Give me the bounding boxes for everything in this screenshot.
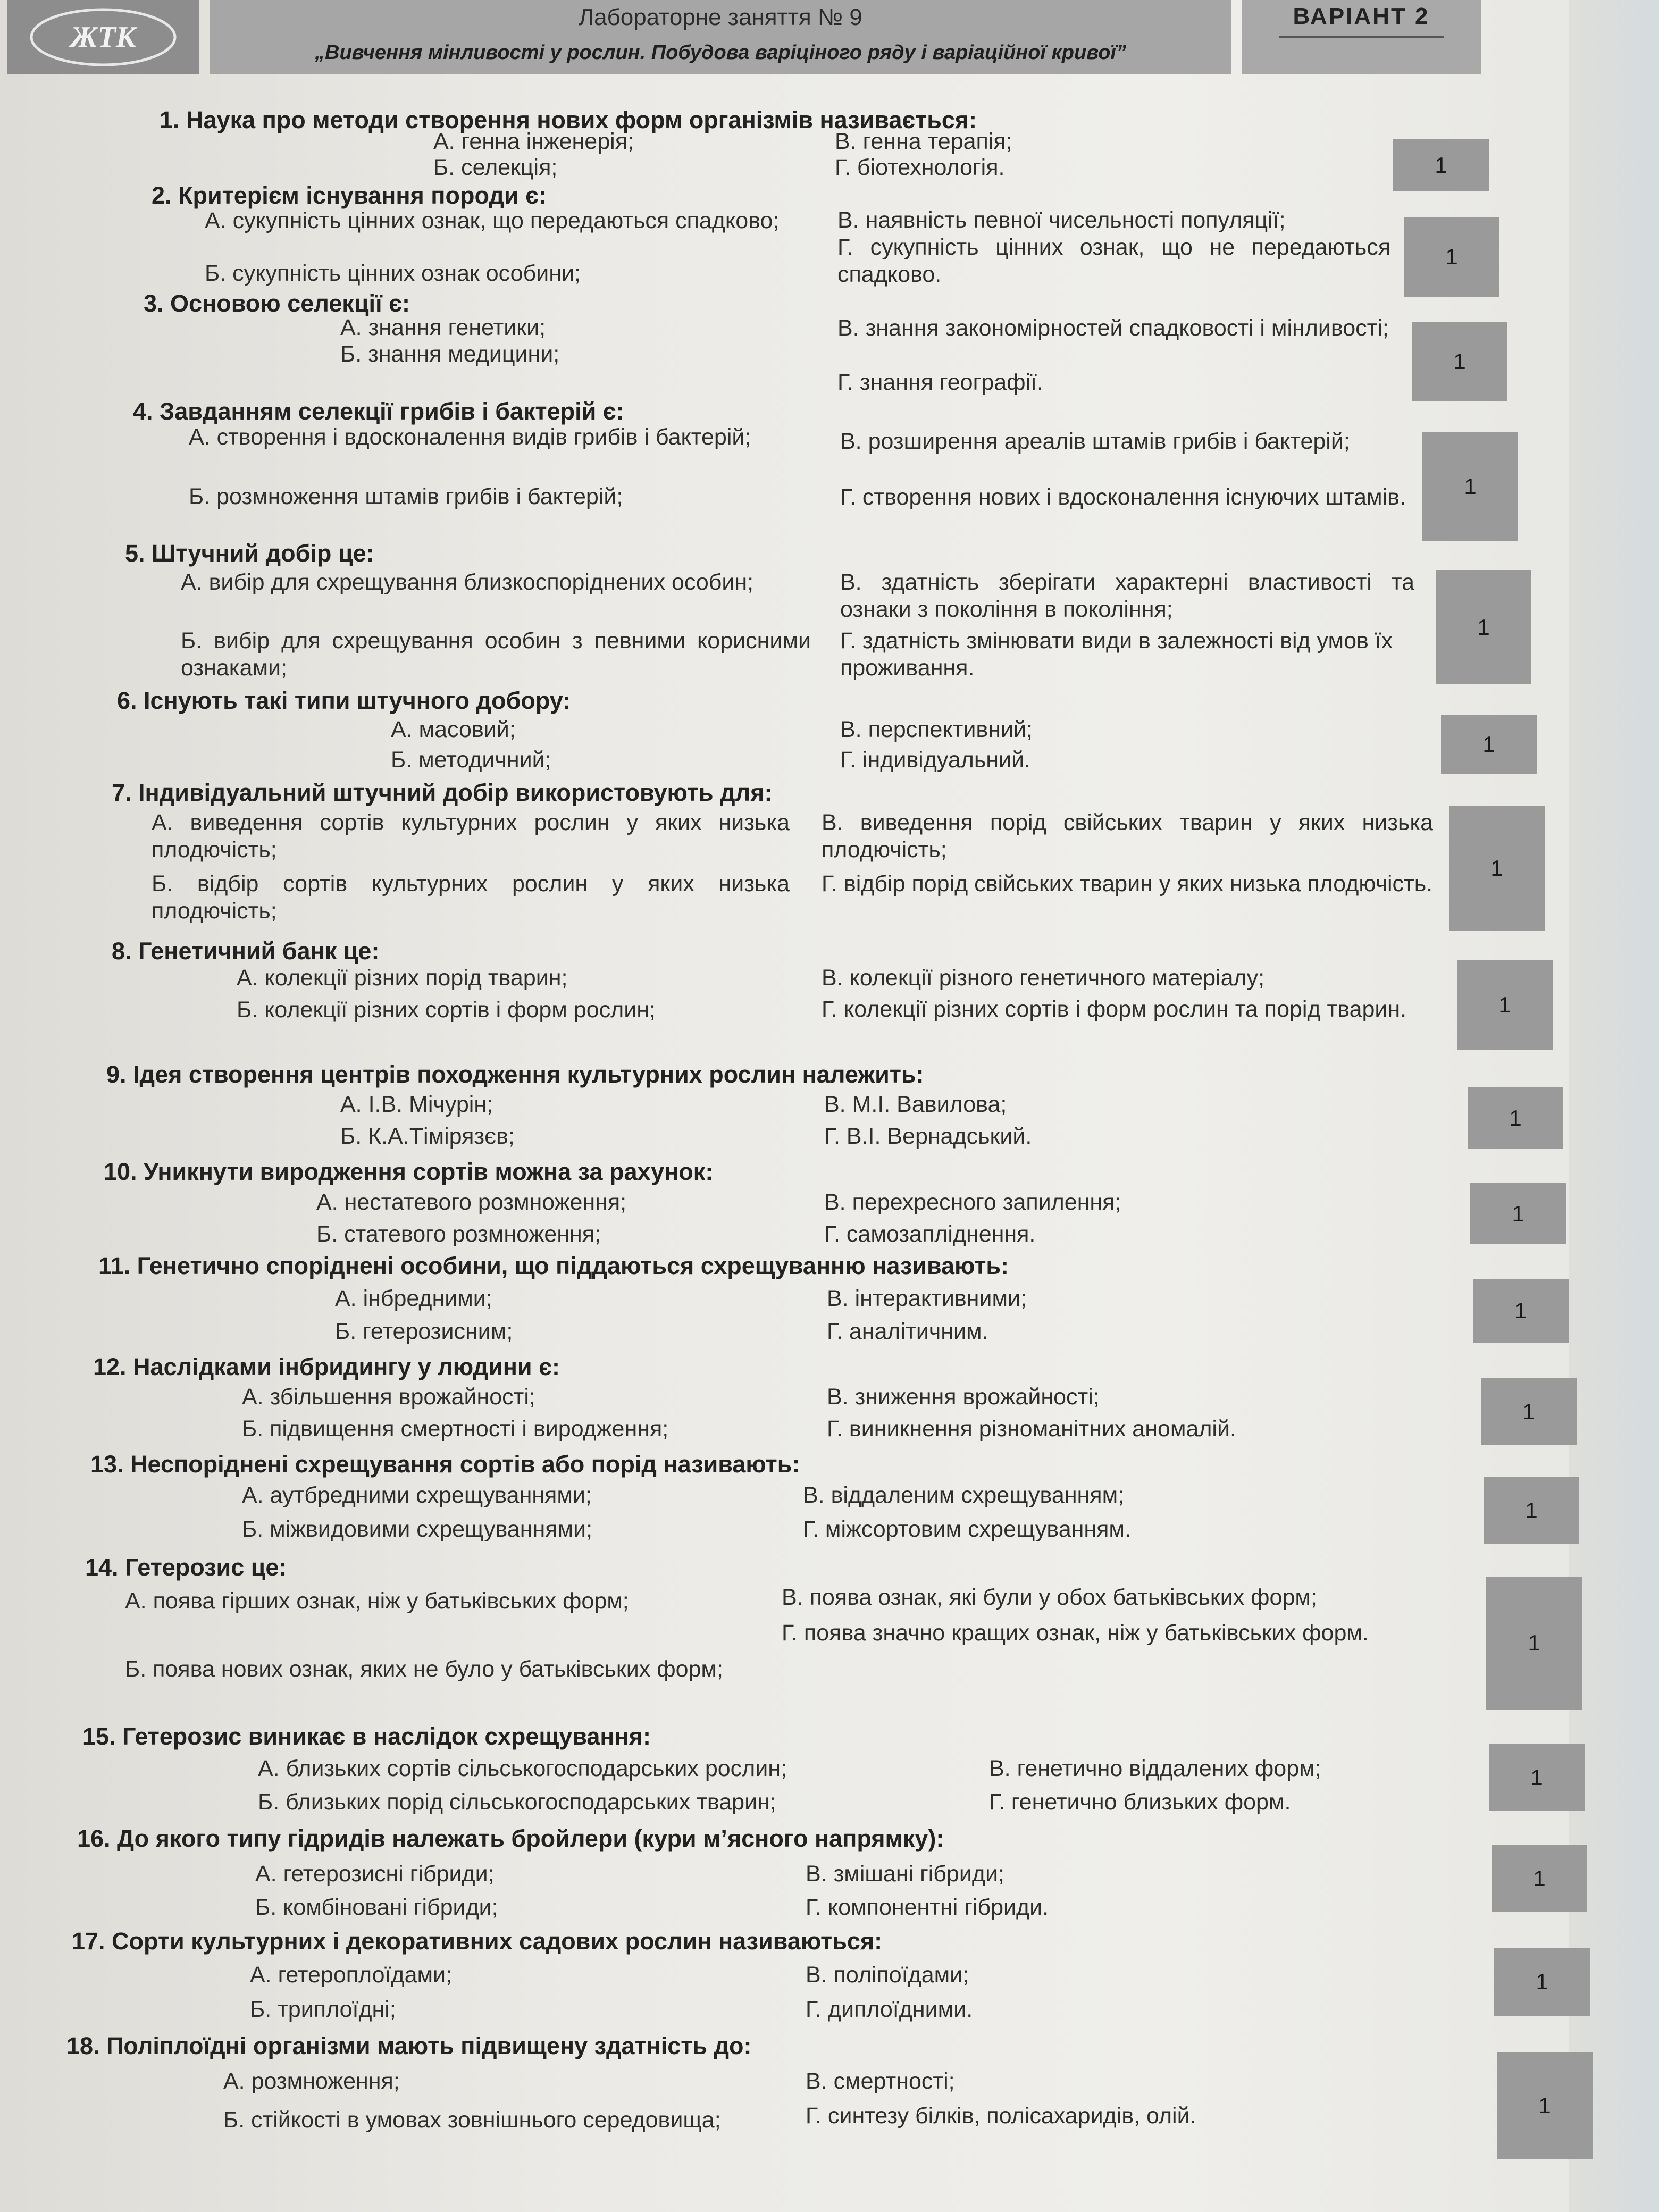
score-box-6 (1441, 715, 1537, 774)
question-13: 13. Неспоріднені схрещування сортів або порід називають: (90, 1451, 800, 1478)
q15-option-v: В. генетично віддалених форм; (989, 1756, 1321, 1781)
score-box-12 (1481, 1378, 1577, 1445)
q13-option-a: А. аутбредними схрещуваннями; (242, 1482, 592, 1508)
q17-option-g: Г. диплоїдними. (806, 1997, 973, 2022)
q7-option-v: В. виведення порід свійських тварин у яких низька плодючість; (822, 810, 1433, 862)
score-box-13 (1484, 1477, 1579, 1544)
q9-option-a: А. І.В. Мічурін; (340, 1092, 493, 1117)
q4-option-v: В. розширення ареалів штамів грибів і бактерій; (840, 429, 1350, 454)
q3-option-v: В. знання закономірностей спадковості і мінливості; (837, 315, 1389, 341)
question-7: 7. Індивідуальний штучний добір використовують для: (112, 779, 773, 806)
page-subtitle: „Вивчення мінливості у рослин. Побудова варіціного ряду і варіаційної кривої” (315, 41, 1126, 64)
q4-option-a: А. створення і вдосконалення видів грибів і бактерій; (189, 424, 751, 450)
q10-option-v: В. перехресного запилення; (824, 1189, 1121, 1215)
logo-emblem-icon (23, 5, 183, 69)
q2-option-v: В. наявність певної чисельності популяції; (837, 207, 1286, 233)
q6-option-a: А. масовий; (391, 717, 516, 742)
q17-option-b: Б. триплоїдні; (250, 1997, 396, 2022)
q6-option-b: Б. методичний; (391, 747, 551, 773)
q11-option-b: Б. гетерозисним; (335, 1319, 513, 1344)
q9-option-b: Б. К.А.Тімірязєв; (340, 1124, 515, 1149)
score-box-9 (1468, 1087, 1563, 1149)
q3-option-a: А. знання генетики; (340, 315, 546, 340)
q6-option-g: Г. індивідуальний. (840, 747, 1030, 773)
question-1: 1. Наука про методи створення нових форм організмів називається: (160, 106, 977, 133)
score-value: 1 (1498, 992, 1511, 1017)
variant-underline (1279, 36, 1444, 38)
score-box-7 (1449, 806, 1545, 931)
q2-option-b: Б. сукупність цінних ознак особини; (205, 261, 581, 286)
q1-option-g: Г. біотехнологія. (835, 155, 1005, 180)
q5-option-v: В. здатність зберігати характерні властивості та ознаки з покоління в покоління; (840, 569, 1414, 622)
q1-option-b: Б. селекція; (433, 155, 558, 180)
q11-option-g: Г. аналітичним. (827, 1319, 988, 1344)
q18-option-a: А. розмноження; (223, 2068, 400, 2094)
college-logo (7, 0, 199, 74)
q10-option-a: А. нестатевого розмноження; (316, 1189, 627, 1215)
q12-option-v: В. зниження врожайності; (827, 1384, 1100, 1410)
score-value: 1 (1512, 1201, 1524, 1226)
score-value: 1 (1445, 244, 1458, 269)
question-4: 4. Завданням селекції грибів і бактерій є: (133, 398, 624, 425)
q14-option-b: Б. поява нових ознак, яких не було у батьківських форм; (125, 1656, 723, 1682)
q16-option-a: А. гетерозисні гібриди; (255, 1861, 495, 1887)
question-6: 6. Існують такі типи штучного добору: (117, 687, 571, 714)
q8-option-a: А. колекції різних порід тварин; (237, 965, 568, 991)
score-value: 1 (1477, 614, 1490, 640)
variant-box (1242, 0, 1481, 74)
question-14: 14. Гетерозис це: (85, 1554, 287, 1581)
logo-text: ЖТК (70, 21, 136, 54)
q5-option-b: Б. вибір для схрещування особин з певними корисними ознаками; (181, 628, 811, 681)
score-value: 1 (1514, 1298, 1527, 1323)
q13-option-v: В. віддаленим схрещуванням; (803, 1482, 1125, 1508)
question-12: 12. Наслідками інбридингу у людини є: (93, 1353, 560, 1380)
score-box-18 (1497, 2052, 1593, 2159)
question-9: 9. Ідея створення центрів походження культурних рослин належить: (106, 1061, 924, 1088)
question-18: 18. Поліплоїдні організми мають підвищену здатність до: (66, 2032, 752, 2059)
q3-option-b: Б. знання медицини; (340, 341, 560, 367)
question-15: 15. Гетерозис виникає в наслідок схрещування: (82, 1723, 651, 1750)
q17-option-a: А. гетероплоїдами; (250, 1962, 453, 1988)
q18-option-g: Г. синтезу білків, полісахаридів, олій. (806, 2103, 1196, 2129)
score-box-5 (1436, 570, 1531, 684)
q16-option-g: Г. компонентні гібриди. (806, 1895, 1049, 1920)
q15-option-g: Г. генетично близьких форм. (989, 1789, 1291, 1815)
q10-option-b: Б. статевого розмноження; (316, 1221, 601, 1247)
score-value: 1 (1528, 1630, 1540, 1655)
q1-option-v: В. генна терапія; (835, 129, 1012, 154)
score-value: 1 (1435, 153, 1447, 178)
score-value: 1 (1509, 1105, 1522, 1130)
question-2: 2. Критерієм існування породи є: (152, 182, 547, 209)
q18-option-v: В. смертності; (806, 2068, 955, 2094)
score-box-4 (1422, 432, 1518, 541)
q7-option-b: Б. відбір сортів культурних рослин у яких низька плодючість; (152, 871, 790, 924)
score-box-3 (1412, 322, 1507, 401)
question-10: 10. Уникнути виродження сортів можна за рахунок: (104, 1158, 714, 1185)
title-box (210, 0, 1231, 74)
score-value: 1 (1522, 1398, 1535, 1424)
q13-option-b: Б. міжвидовими схрещуваннями; (242, 1516, 593, 1542)
score-box-17 (1494, 1948, 1590, 2016)
question-17: 17. Сорти культурних і декоративних садових рослин називаються: (72, 1928, 883, 1955)
question-8: 8. Генетичний банк це: (112, 937, 380, 965)
q16-option-v: В. змішані гібриди; (806, 1861, 1004, 1887)
header (0, 0, 1659, 77)
score-box-1 (1393, 139, 1489, 191)
score-value: 1 (1464, 473, 1477, 499)
score-value: 1 (1533, 1865, 1546, 1891)
score-box-14 (1486, 1577, 1582, 1710)
q16-option-b: Б. комбіновані гібриди; (255, 1895, 498, 1920)
q11-option-a: А. інбредними; (335, 1286, 492, 1311)
score-value: 1 (1490, 855, 1503, 881)
q15-option-a: А. близьких сортів сільськогосподарських рослин; (258, 1756, 787, 1781)
q8-option-g: Г. колекції різних сортів і форм рослин та порід тварин. (822, 996, 1407, 1022)
q7-option-a: А. виведення сортів культурних рослин у яких низька плодючість; (152, 810, 790, 862)
q14-option-a: А. поява гірших ознак, ніж у батьківських форм; (125, 1588, 629, 1614)
score-box-2 (1404, 217, 1499, 297)
q1-option-a: А. генна інженерія; (433, 129, 634, 154)
q4-option-g: Г. створення нових і вдосконалення існуючих штамів. (840, 484, 1406, 510)
q7-option-g: Г. відбір порід свійських тварин у яких низька плодючість. (822, 871, 1433, 896)
q2-option-a: А. сукупність цінних ознак, що передаються спадково; (205, 208, 780, 233)
score-box-16 (1492, 1845, 1587, 1912)
q5-option-a: А. вибір для схрещування близкоспоріднених особин; (181, 569, 754, 595)
q6-option-v: В. перспективний; (840, 717, 1033, 742)
question-5: 5. Штучний добір це: (125, 540, 374, 567)
q2-option-g: Г. сукупність цінних ознак, що не передаються спадково. (837, 234, 1390, 287)
score-value: 1 (1536, 1969, 1548, 1994)
score-value: 1 (1530, 1764, 1543, 1790)
q5-option-g: Г. здатність змінювати види в залежності від умов їх проживання. (840, 628, 1393, 681)
q10-option-g: Г. самозапліднення. (824, 1221, 1036, 1247)
q11-option-v: В. інтерактивними; (827, 1286, 1027, 1311)
score-box-10 (1470, 1183, 1566, 1244)
score-value: 1 (1453, 349, 1466, 374)
q17-option-v: В. поліпоїдами; (806, 1962, 969, 1988)
score-box-11 (1473, 1279, 1569, 1343)
variant-label: ВАРІАНТ 2 (1293, 3, 1430, 29)
q12-option-g: Г. виникнення різноманітних аномалій. (827, 1416, 1236, 1442)
question-11: 11. Генетично споріднені особини, що піддаються схрещуванню називають: (98, 1252, 1009, 1279)
q14-option-g: Г. поява значно кращих ознак, ніж у батьківських форм. (782, 1620, 1369, 1646)
score-box-8 (1457, 960, 1553, 1050)
q8-option-v: В. колекції різного генетичного матеріалу; (822, 965, 1265, 991)
score-value: 1 (1538, 2093, 1551, 2118)
score-box-15 (1489, 1744, 1585, 1811)
q12-option-b: Б. підвищення смертності і виродження; (242, 1416, 669, 1442)
q9-option-v: В. М.І. Вавилова; (824, 1092, 1007, 1117)
q3-option-g: Г. знання географії. (837, 370, 1043, 395)
q14-option-v: В. поява ознак, які були у обох батьківських форм; (782, 1585, 1317, 1610)
q12-option-a: А. збільшення врожайності; (242, 1384, 535, 1410)
question-16: 16. До якого типу гідридів належать бройлери (кури м’ясного напрямку): (77, 1825, 944, 1852)
question-3: 3. Основою селекції є: (144, 290, 410, 317)
score-value: 1 (1525, 1497, 1538, 1523)
q4-option-b: Б. розмноження штамів грибів і бактерій; (189, 484, 623, 509)
q18-option-b: Б. стійкості в умовах зовнішнього середовища; (223, 2107, 721, 2133)
q15-option-b: Б. близьких порід сільськогосподарських тварин; (258, 1789, 776, 1815)
q8-option-b: Б. колекції різних сортів і форм рослин; (237, 997, 656, 1023)
score-value: 1 (1482, 732, 1495, 757)
q13-option-g: Г. міжсортовим схрещуванням. (803, 1516, 1131, 1542)
page-title: Лабораторне заняття № 9 (579, 4, 862, 30)
q9-option-g: Г. В.І. Вернадський. (824, 1124, 1032, 1149)
